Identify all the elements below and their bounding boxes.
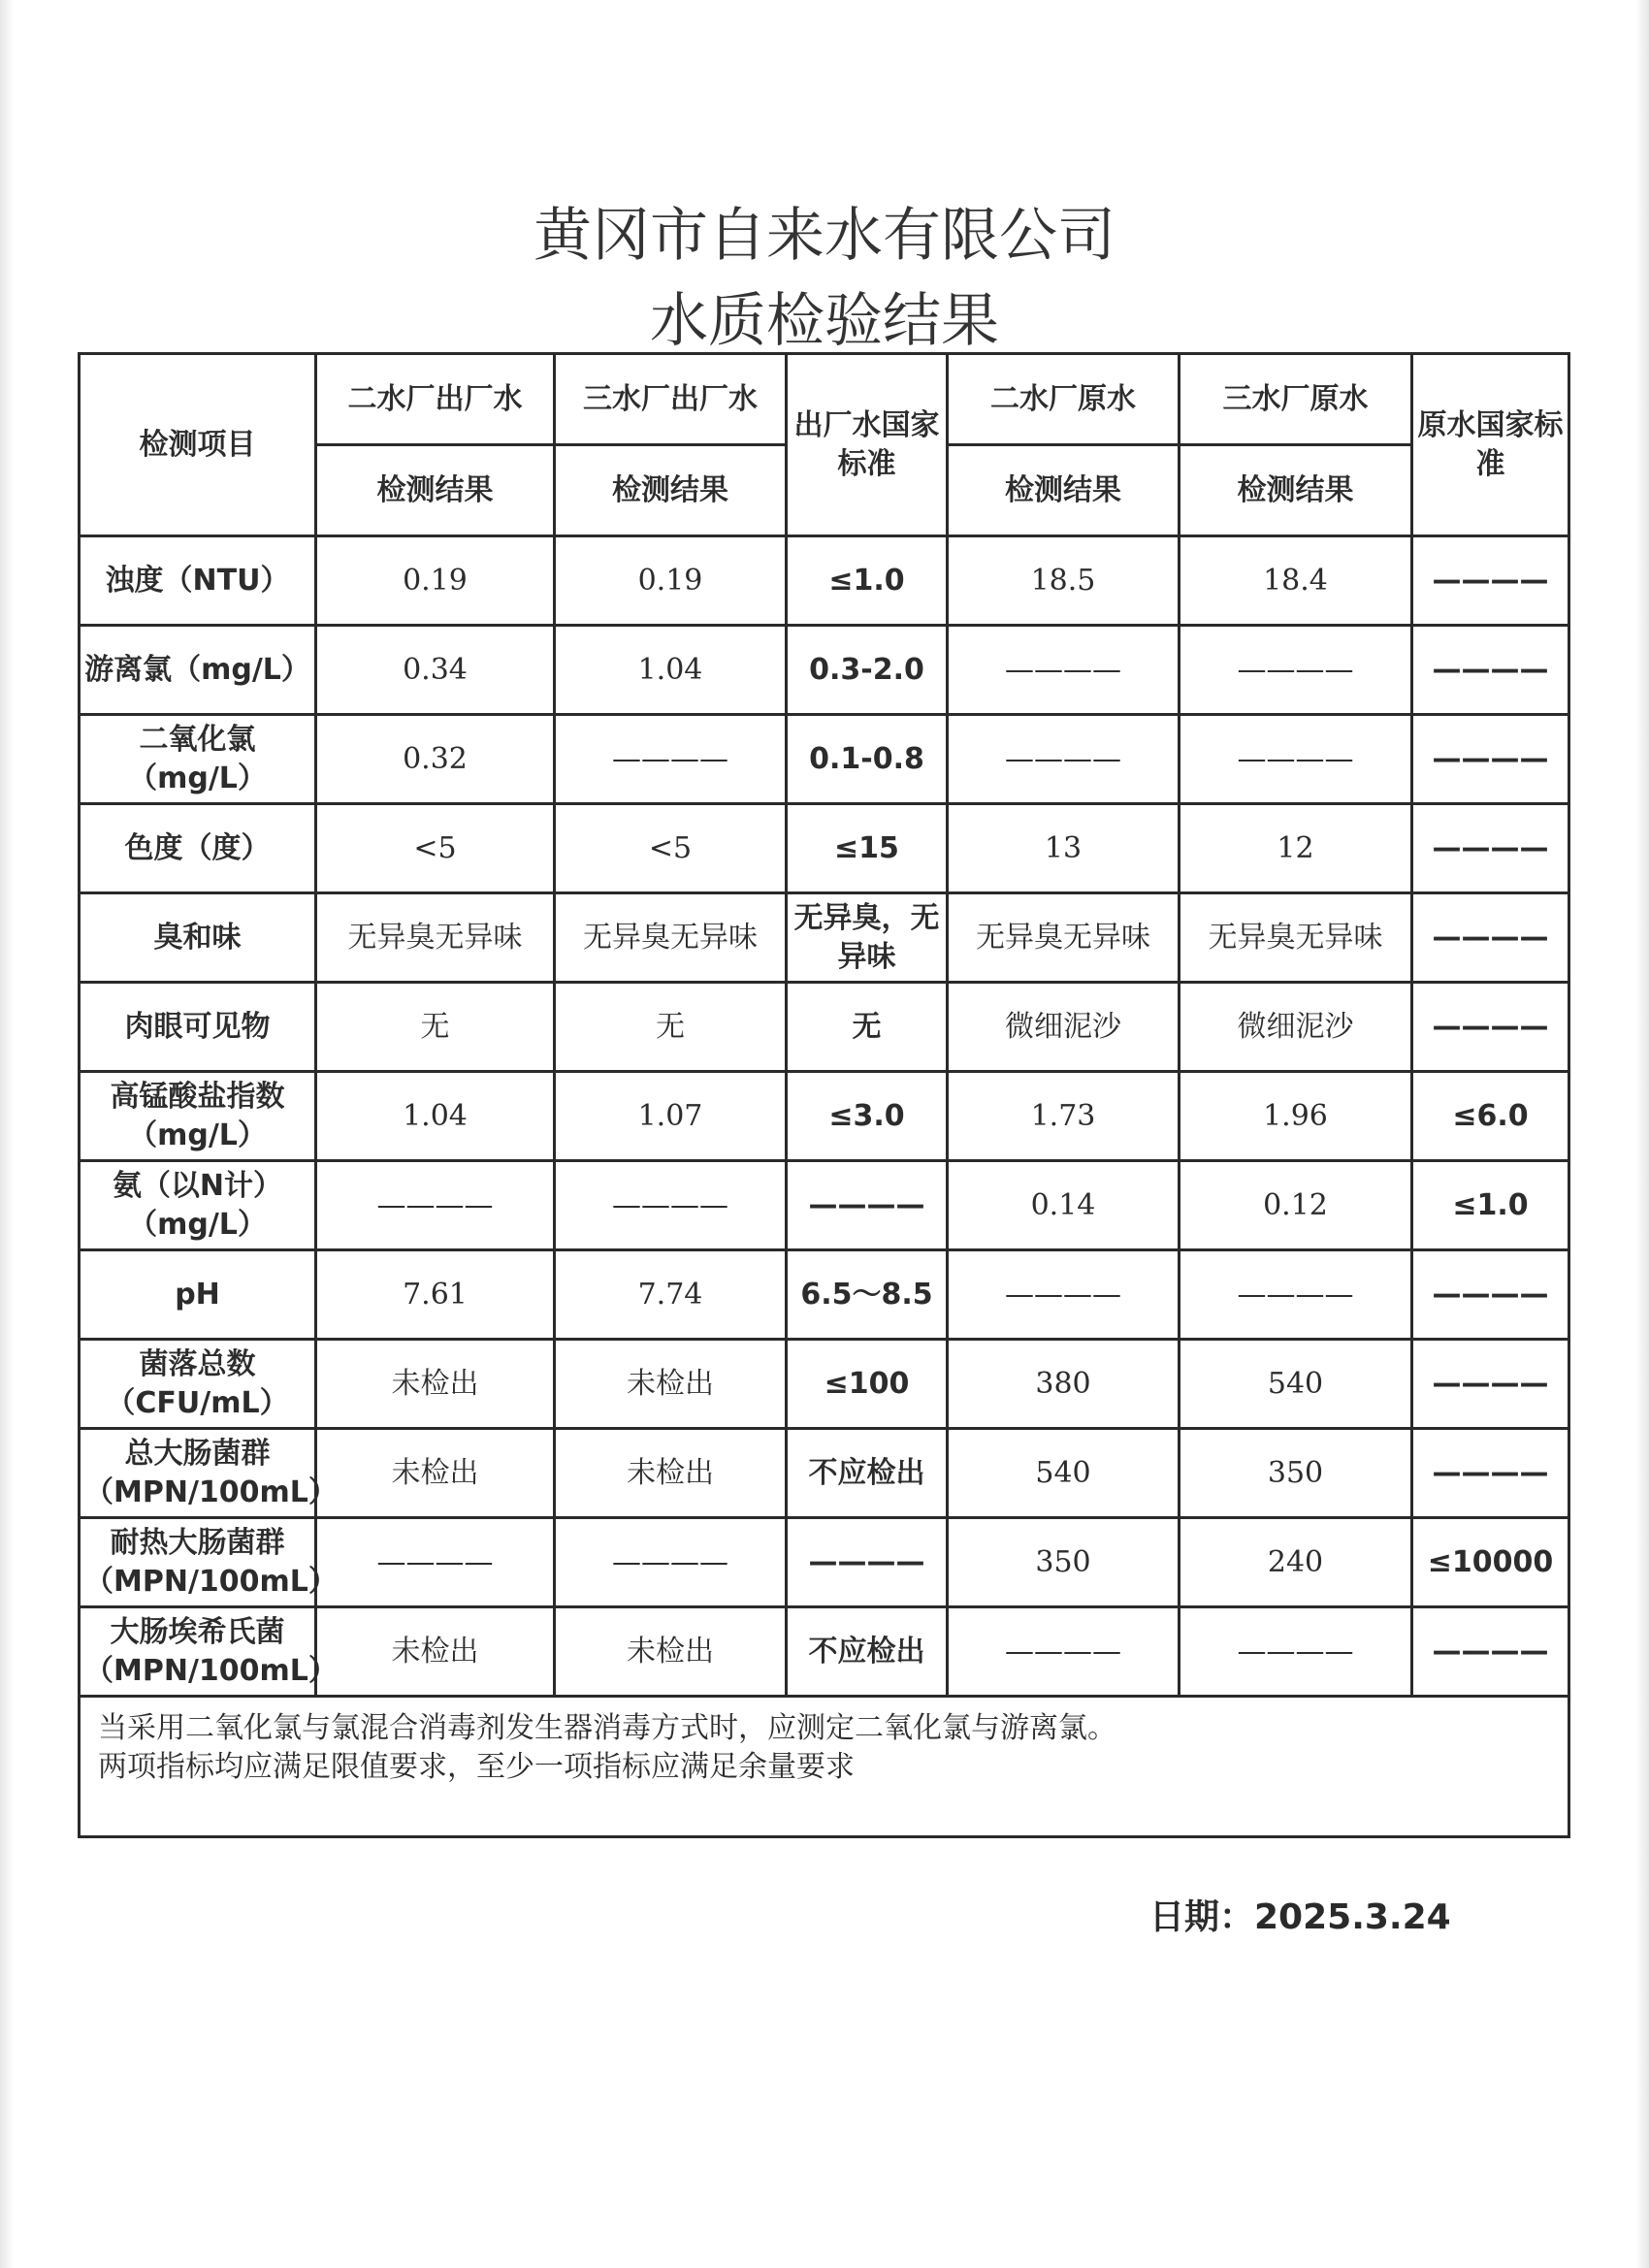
result-cell: 13 [948,804,1180,893]
result-cell: ———— [555,1518,787,1607]
standard-cell: ≤1.0 [1412,1161,1569,1250]
table-row [80,1161,1569,1250]
standard-cell: ———— [1412,626,1569,715]
item-label [80,715,316,804]
standard-cell: ≤15 [787,804,948,893]
item-label-line: pH [175,1277,220,1312]
result-cell: 18.4 [1180,536,1412,626]
table-row [80,1340,1569,1429]
water-quality-table [78,352,1570,1838]
result-cell: 380 [948,1340,1180,1429]
table-row [80,536,1569,626]
result-cell: 240 [1180,1518,1412,1607]
result-cell: ———— [316,1518,555,1607]
standard-cell: ———— [1412,1607,1569,1697]
result-cell: 0.34 [316,626,555,715]
result-cell: 7.74 [555,1250,787,1340]
group-header: 出厂水国家标准 [787,354,948,536]
item-label-line: 高锰酸盐指数 [110,1079,285,1114]
table-row [80,1250,1569,1340]
item-label-line: 色度（度） [124,830,271,865]
standard-cell: ≤3.0 [787,1072,948,1161]
result-cell: 1.04 [555,626,787,715]
result-cell: 无 [316,983,555,1072]
standard-cell: 6.5～8.5 [787,1250,948,1340]
result-cell: ———— [948,1607,1180,1697]
result-cell: 1.04 [316,1072,555,1161]
result-cell: 12 [1180,804,1412,893]
item-label [80,804,316,893]
document-title: 黄冈市自来水有限公司 [534,202,1116,270]
result-cell: 无异臭无异味 [316,893,555,983]
item-label-line: 大肠埃希氏菌 [110,1614,285,1649]
standard-cell: ———— [1412,536,1569,626]
table-row [80,1607,1569,1697]
result-cell: ———— [555,715,787,804]
table-row [80,804,1569,893]
result-cell: 540 [948,1429,1180,1518]
result-cell: 无 [555,983,787,1072]
result-cell: 无异臭无异味 [1180,893,1412,983]
result-cell: 无异臭无异味 [948,893,1180,983]
item-label-line: （MPN/100mL） [84,1474,338,1509]
result-cell: 未检出 [316,1607,555,1697]
item-label-line: 浊度（NTU） [105,563,290,598]
standard-cell: ≤10000 [1412,1518,1569,1607]
result-cell: 350 [1180,1429,1412,1518]
item-label [80,893,316,983]
standard-cell: ———— [787,1518,948,1607]
result-cell: ———— [1180,1607,1412,1697]
result-cell: 350 [948,1518,1180,1607]
standard-cell: ———— [1412,1429,1569,1518]
result-cell: 未检出 [316,1340,555,1429]
item-label [80,1607,338,1697]
item-label [80,626,316,715]
result-cell: ———— [948,626,1180,715]
table-row [80,1429,1569,1518]
group-header: 原水国家标准 [1412,354,1569,536]
header-row [80,354,1569,445]
result-subheader: 检测结果 [1180,445,1412,536]
result-cell: 7.61 [316,1250,555,1340]
standard-cell: ≤100 [787,1340,948,1429]
table-row [80,893,1569,983]
group-header: 三水厂出厂水 [555,354,787,445]
item-label-line: 总大肠菌群 [124,1436,271,1471]
standard-cell: 不应检出 [787,1607,948,1697]
item-label [80,983,316,1072]
result-cell: 0.19 [555,536,787,626]
item-label [80,536,316,626]
item-label-line: 耐热大肠菌群 [110,1525,285,1560]
item-label [80,1072,316,1161]
item-label [80,1429,338,1518]
result-cell: <5 [555,804,787,893]
result-cell: ———— [316,1161,555,1250]
standard-cell: ———— [1412,804,1569,893]
item-label-line: 二氧化氯 [139,722,256,757]
result-cell: ———— [1180,626,1412,715]
result-cell: ———— [948,715,1180,804]
standard-cell: ———— [1412,983,1569,1072]
table-row [80,983,1569,1072]
result-cell: 未检出 [316,1429,555,1518]
item-label-line: 游离氯（mg/L） [84,652,310,687]
result-subheader: 检测结果 [948,445,1180,536]
result-cell: ———— [555,1161,787,1250]
result-subheader: 检测结果 [555,445,787,536]
note-row [80,1697,1569,1837]
item-header: 检测项目 [80,354,316,536]
table-row [80,1518,1569,1607]
result-cell: 0.12 [1180,1161,1412,1250]
item-label-line: （CFU/mL） [106,1385,289,1420]
table-row [80,626,1569,715]
item-label-line: 氨（以N计） [112,1168,283,1203]
report-date: 日期：2025.3.24 [1149,1897,1451,1937]
result-cell: 1.96 [1180,1072,1412,1161]
item-label [80,1340,316,1429]
item-label-line: （mg/L） [128,1118,267,1152]
result-cell: ———— [1180,715,1412,804]
result-cell: 未检出 [555,1607,787,1697]
item-label-line: 菌落总数 [139,1346,256,1381]
result-cell: 微细泥沙 [1180,983,1412,1072]
result-cell: <5 [316,804,555,893]
result-subheader: 检测结果 [316,445,555,536]
result-cell: ———— [948,1250,1180,1340]
item-label-line: 肉眼可见物 [124,1009,271,1044]
result-cell: 0.14 [948,1161,1180,1250]
group-header: 二水厂出厂水 [316,354,555,445]
item-label-line: （mg/L） [128,761,267,795]
result-cell: 0.32 [316,715,555,804]
result-cell: 未检出 [555,1429,787,1518]
standard-cell: 0.1-0.8 [787,715,948,804]
result-cell: 540 [1180,1340,1412,1429]
standard-cell: 0.3-2.0 [787,626,948,715]
standard-cell: ———— [1412,1340,1569,1429]
standard-cell: ≤6.0 [1412,1072,1569,1161]
standard-cell: 无 [787,983,948,1072]
item-label-line: （MPN/100mL） [84,1564,338,1599]
document-subtitle: 水质检验结果 [650,287,999,355]
result-cell: 微细泥沙 [948,983,1180,1072]
standard-cell: 不应检出 [787,1429,948,1518]
standard-cell: 无异臭，无异味 [787,893,948,983]
result-cell: 1.73 [948,1072,1180,1161]
standard-cell: ———— [787,1161,948,1250]
result-cell: 0.19 [316,536,555,626]
standard-cell: ———— [1412,715,1569,804]
footnote [80,1697,1569,1837]
standard-cell: ≤1.0 [787,536,948,626]
result-cell: 1.07 [555,1072,787,1161]
item-label [80,1161,316,1250]
result-cell: 未检出 [555,1340,787,1429]
item-label [80,1250,316,1340]
table-row [80,1072,1569,1161]
result-cell: 18.5 [948,536,1180,626]
group-header: 三水厂原水 [1180,354,1412,445]
result-cell: ———— [1180,1250,1412,1340]
item-label-line: （mg/L） [128,1207,267,1242]
item-label-line: 臭和味 [153,920,242,955]
result-cell: 无异臭无异味 [555,893,787,983]
group-header: 二水厂原水 [948,354,1180,445]
item-label [80,1518,338,1607]
footnote-line: 当采用二氧化氯与氯混合消毒剂发生器消毒方式时，应测定二氧化氯与游离氯。 [98,1711,1116,1745]
standard-cell: ———— [1412,893,1569,983]
item-label-line: （MPN/100mL） [84,1653,338,1688]
footnote-line: 两项指标均应满足限值要求，至少一项指标应满足余量要求 [98,1750,855,1784]
table-row [80,715,1569,804]
standard-cell: ———— [1412,1250,1569,1340]
